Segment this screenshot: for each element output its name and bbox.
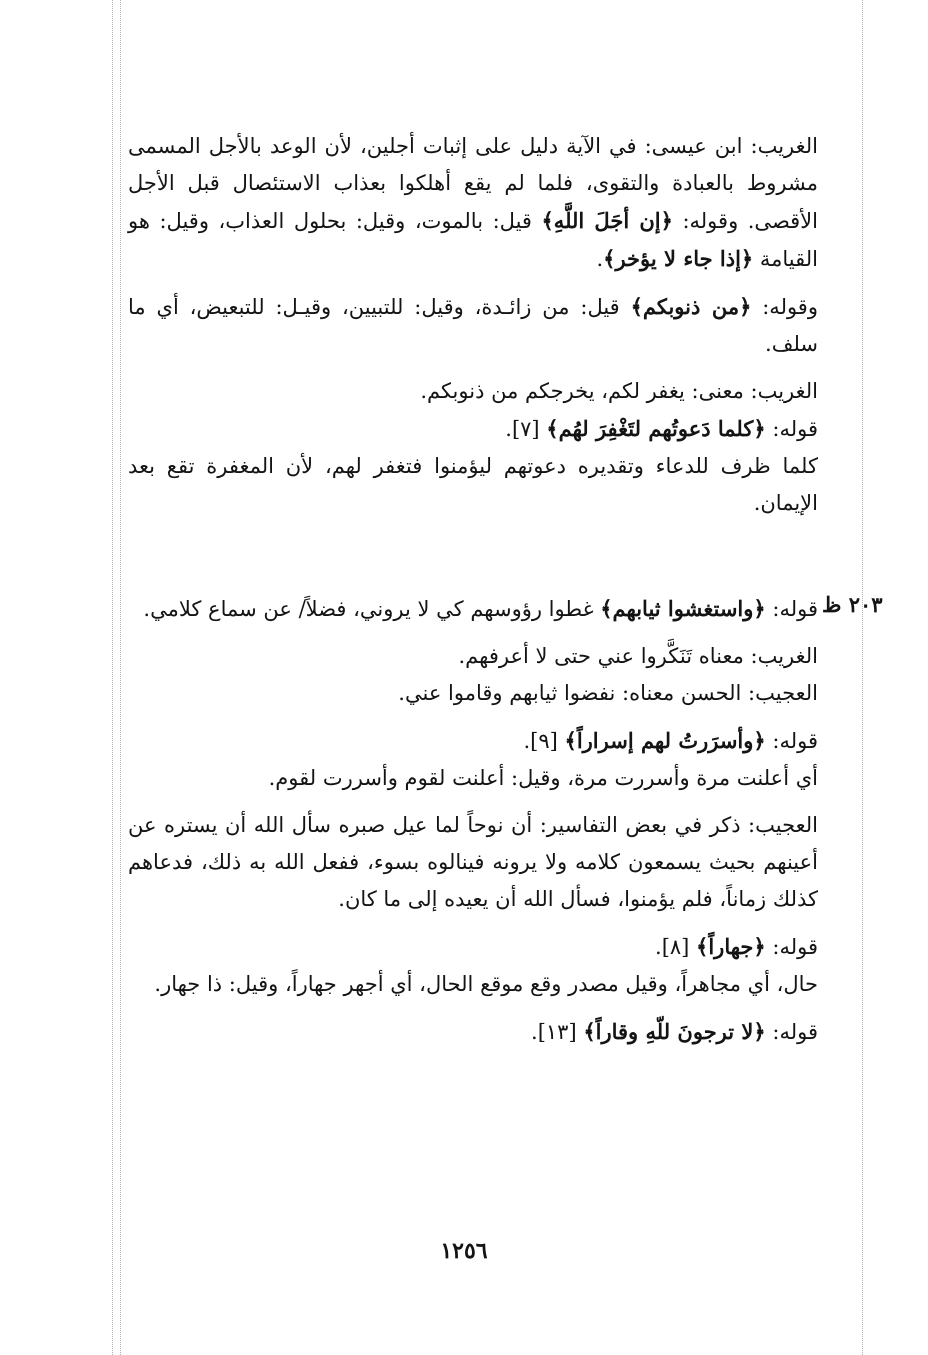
page-number: ١٢٥٦ — [440, 1238, 488, 1264]
manuscript-folio-note: ٢٠٣ ظ — [822, 592, 883, 617]
paragraph-min-dhunubikum: وقوله: ﴿من ذنوبكم﴾ قيل: من زائـدة، وقيل: للتبيين، وقيـل: للتبعيض، أي ما سلف. — [128, 294, 818, 356]
quran-quote: ﴿إن أجَلَ اللَّهِ﴾ — [541, 208, 673, 233]
quran-quote: ﴿جهاراً﴾ — [696, 934, 766, 959]
paragraph-gharib-yaghfir: الغريب: معنى: يغفر لكم، يخرجكم من ذنوبكم. — [420, 379, 818, 403]
margin-guide-left — [112, 0, 113, 1355]
margin-guide-left-inner — [120, 0, 121, 1355]
quran-quote: ﴿لا ترجونَ للّهِ وقاراً﴾ — [583, 1019, 766, 1044]
margin-guide-right — [862, 0, 863, 1355]
quran-quote: ﴿واستغشوا ثيابهم﴾ — [600, 596, 766, 621]
paragraph-alantu: أي أعلنت مرة وأسررت مرة، وقيل: أعلنت لقوم وأسررت لقوم. — [268, 766, 818, 790]
main-text — [128, 128, 818, 522]
paragraph-verse-8: قوله: ﴿جهاراً﴾ [٨]. — [655, 934, 818, 959]
paragraph-istaghshaw: قوله: ﴿واستغشوا ثيابهم﴾ غطوا رؤوسهم كي لا يروني، فضلاً/ عن سماع كلامي. — [143, 596, 818, 621]
quran-quote: ﴿كلما دَعوتُهم لتَغْفِرَ لهُم﴾ — [546, 416, 766, 441]
paragraph-hal: حال، أي مجاهراً، وقيل مصدر وقع موقع الحال، أي أجهر جهاراً، وقيل: ذا جهار. — [154, 972, 818, 996]
paragraph-gharib-tanakkaru: الغريب: معناه تَنَكَّروا عني حتى لا أعرفهم. — [458, 644, 818, 668]
paragraph-verse-13: قوله: ﴿لا ترجونَ للّهِ وقاراً﴾ [١٣]. — [531, 1019, 818, 1044]
paragraph-ajib-nuh: العجيب: ذكر في بعض التفاسير: أن نوحاً لما عيل صبره سأل الله أن يستره عن أعينهم بحيث يسمعون كلامه ولا يرونه فينالوه بسوء، ففعل الله به ذلك، فدعاهم كذلك زماناً، فلم يؤمنوا، فسأل الله أن يعيده إلى ما كان. — [128, 813, 818, 911]
quran-quote: ﴿إذا جاء لا يؤخر﴾ — [603, 246, 754, 271]
paragraph-gharib-ibn-isa: الغريب: ابن عيسى: في الآية دليل على إثبات أجلين، لأن الوعد بالأجل المسمى مشروط بالعبادة والتقوى، فلما لم يقع أهلكوا بعذاب الاستئصال قبل الأجل الأقصى. وقوله: ﴿إن أجَلَ اللَّهِ﴾ قيل: بالموت، وقيل: بحلول العذاب، وقيل: هو القيامة ﴿إذا جاء لا يؤخر﴾. — [128, 134, 818, 271]
paragraph-verse-9: قوله: ﴿وأسرَرتُ لهم إسراراً﴾ [٩]. — [523, 728, 818, 753]
main-text-second — [128, 590, 818, 1051]
paragraph-verse-7: قوله: ﴿كلما دَعوتُهم لتَغْفِرَ لهُم﴾ [٧]. — [505, 416, 818, 441]
quran-quote: ﴿من ذنوبكم﴾ — [630, 294, 752, 319]
paragraph-kullama: كلما ظرف للدعاء وتقديره دعوتهم ليؤمنوا فتغفر لهم، لأن المغفرة تقع بعد الإيمان. — [128, 454, 818, 515]
paragraph-ajib-hasan: العجيب: الحسن معناه: نفضوا ثيابهم وقاموا عني. — [398, 681, 818, 705]
quran-quote: ﴿وأسرَرتُ لهم إسراراً﴾ — [564, 728, 766, 753]
